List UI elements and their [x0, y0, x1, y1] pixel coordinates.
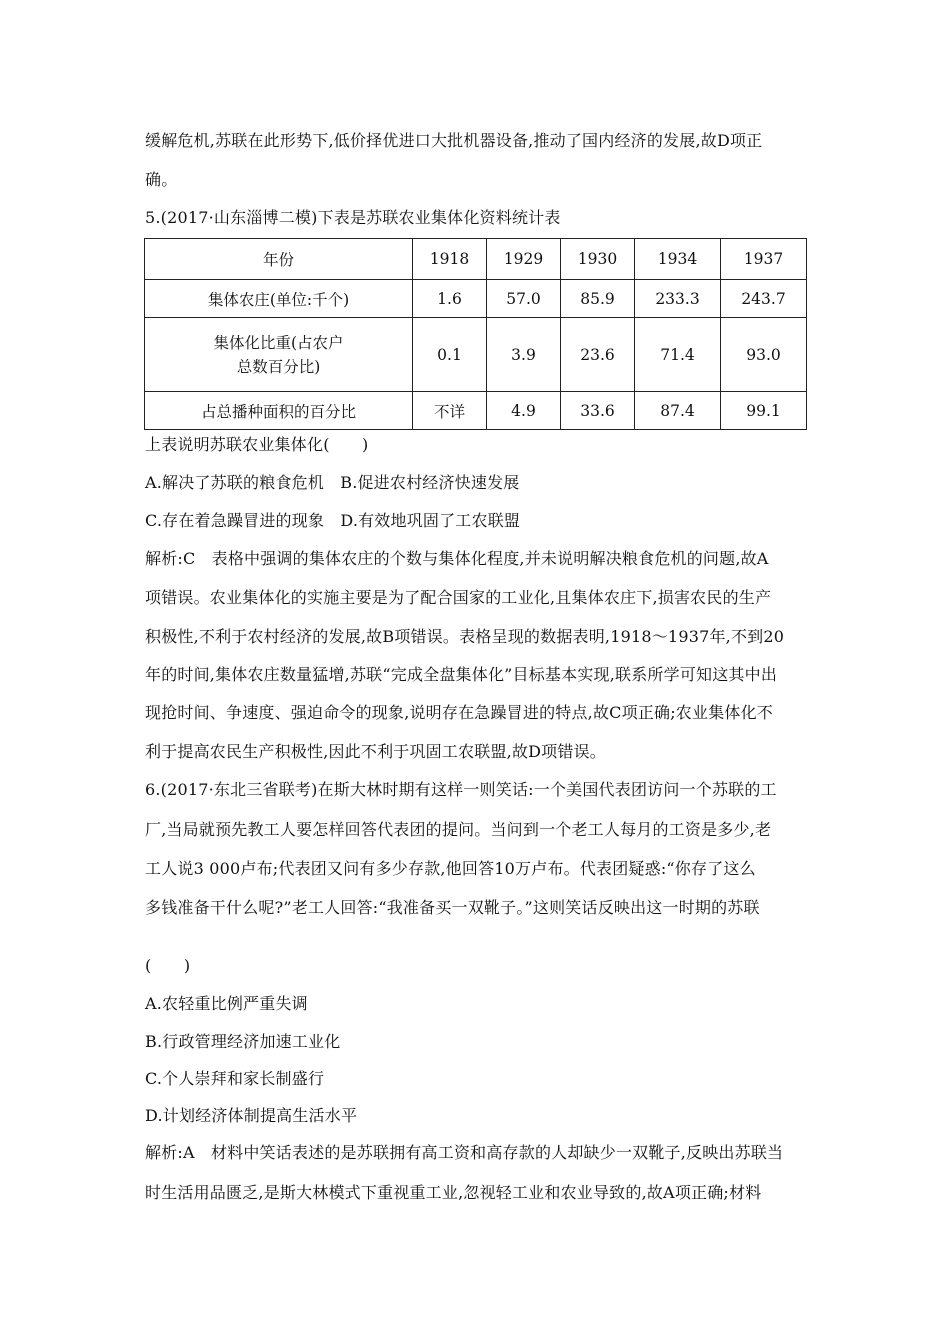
analysis-line: 解析:A 材料中笑话表述的是苏联拥有高工资和高存款的人却缺少一双靴子,反映出苏联当 [145, 1143, 784, 1162]
table-header-cell: 年份 [145, 239, 413, 280]
option-line: B.行政管理经济加速工业化 [145, 1032, 341, 1051]
question-5-stem: 5.(2017·山东淄博二模)下表是苏联农业集体化资料统计表 [145, 208, 561, 227]
table-header-cell: 1918 [413, 239, 487, 280]
table-row [145, 318, 807, 392]
table-cell: 23.6 [561, 318, 635, 392]
collectivization-table [144, 238, 807, 430]
analysis-line: 现抢时间、争速度、强迫命令的现象,说明存在急躁冒进的特点,故C项正确;农业集体化不 [145, 703, 774, 722]
table-cell: 57.0 [487, 280, 561, 318]
analysis-line: 利于提高农民生产积极性,因此不利于巩固工农联盟,故D项错误。 [145, 742, 607, 761]
table-header-cell: 1929 [487, 239, 561, 280]
option-line: C.存在着急躁冒进的现象 D.有效地巩固了工农联盟 [145, 511, 521, 530]
question-5-prompt: 上表说明苏联农业集体化( ) [145, 435, 369, 454]
table-cell: 不详 [413, 392, 487, 430]
table-header-row [145, 239, 807, 280]
question-6-blank: ( ) [145, 956, 191, 975]
table-cell: 99.1 [721, 392, 807, 430]
row-label: 占总播种面积的百分比 [145, 392, 413, 430]
question-6-stem: 多钱准备干什么呢?”老工人回答:“我准备买一双靴子。”这则笑话反映出这一时期的苏联 [145, 898, 760, 917]
table-cell: 3.9 [487, 318, 561, 392]
table-cell: 87.4 [635, 392, 721, 430]
text-line: 确。 [145, 170, 178, 189]
option-line: D.计划经济体制提高生活水平 [145, 1106, 358, 1125]
analysis-line: 项错误。农业集体化的实施主要是为了配合国家的工业化,且集体农庄下,损害农民的生产 [145, 588, 772, 607]
analysis-line: 解析:C 表格中强调的集体农庄的个数与集体化程度,并未说明解决粮食危机的问题,故A [145, 549, 769, 568]
analysis-line: 积极性,不利于农村经济的发展,故B项错误。表格呈现的数据表明,1918～1937年,不到20 [145, 627, 785, 646]
question-6-stem: 工人说3 000卢布;代表团又问有多少存款,他回答10万卢布。代表团疑惑:“你存了这么 [145, 859, 756, 878]
option-line: C.个人崇拜和家长制盛行 [145, 1069, 325, 1088]
option-line: A.农轻重比例严重失调 [145, 994, 308, 1013]
question-6-stem: 6.(2017·东北三省联考)在斯大林时期有这样一则笑话:一个美国代表团访问一个苏联的工 [145, 780, 777, 799]
row-label-line: 总数百分比) [236, 357, 321, 376]
text-line: 缓解危机,苏联在此形势下,低价择优进口大批机器设备,推动了国内经济的发展,故D项正 [145, 131, 763, 150]
table-row [145, 280, 807, 318]
row-label: 集体农庄(单位:千个) [145, 280, 413, 318]
table-cell: 33.6 [561, 392, 635, 430]
analysis-line: 年的时间,集体农庄数量猛增,苏联“完成全盘集体化”目标基本实现,联系所学可知这其中出 [145, 665, 778, 684]
option-line: A.解决了苏联的粮食危机 B.促进农村经济快速发展 [145, 473, 520, 492]
row-label-line: 集体化比重(占农户 [213, 333, 344, 352]
analysis-line: 时生活用品匮乏,是斯大林模式下重视重工业,忽视轻工业和农业导致的,故A项正确;材料 [145, 1183, 762, 1202]
table-cell: 93.0 [721, 318, 807, 392]
table-cell: 0.1 [413, 318, 487, 392]
table-header-cell: 1937 [721, 239, 807, 280]
table-cell: 71.4 [635, 318, 721, 392]
table-header-cell: 1934 [635, 239, 721, 280]
table-cell: 233.3 [635, 280, 721, 318]
table-cell: 243.7 [721, 280, 807, 318]
question-6-stem: 厂,当局就预先教工人要怎样回答代表团的提问。当问到一个老工人每月的工资是多少,老 [145, 820, 772, 839]
table-cell: 4.9 [487, 392, 561, 430]
table-header-cell: 1930 [561, 239, 635, 280]
table-cell: 1.6 [413, 280, 487, 318]
row-label [145, 318, 413, 392]
table-row [145, 392, 807, 430]
table-cell: 85.9 [561, 280, 635, 318]
